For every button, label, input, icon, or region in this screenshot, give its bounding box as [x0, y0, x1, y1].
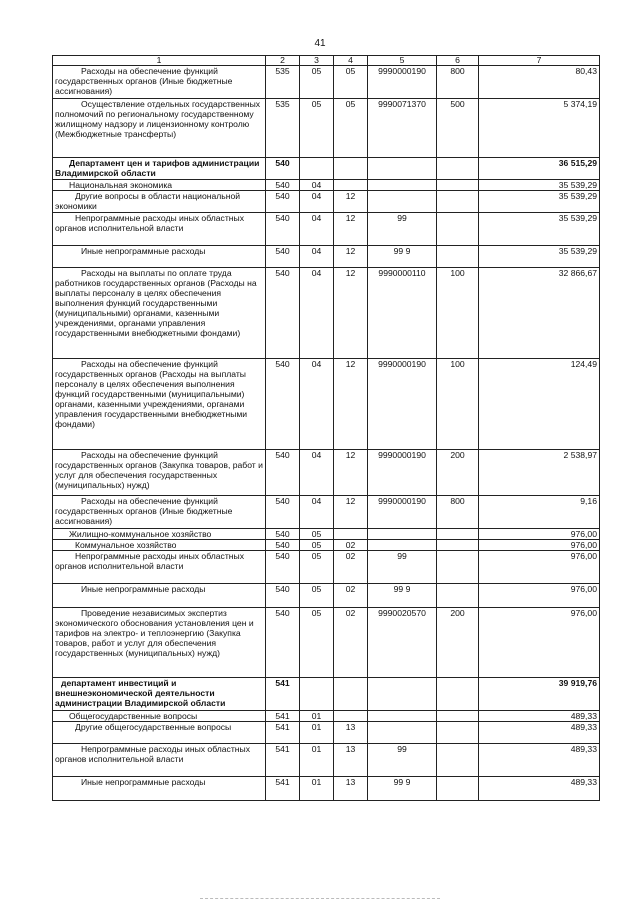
section-code-cell [300, 678, 334, 711]
target-article-cell: 9990000190 [368, 496, 437, 529]
target-article-cell [368, 540, 437, 551]
target-article-cell [368, 180, 437, 191]
table-row [53, 540, 600, 551]
table-row [53, 551, 600, 584]
table-row [53, 722, 600, 744]
target-article-cell [368, 722, 437, 744]
expense-type-cell: 200 [437, 450, 479, 496]
subsection-code-cell: 05 [334, 99, 368, 158]
amount-cell: 976,00 [479, 540, 600, 551]
expense-type-cell: 500 [437, 99, 479, 158]
section-code-cell: 05 [300, 608, 334, 678]
column-header: 2 [266, 56, 300, 66]
column-header: 1 [53, 56, 266, 66]
target-article-cell: 99 9 [368, 777, 437, 801]
table-row [53, 529, 600, 540]
target-article-cell: 9990000190 [368, 450, 437, 496]
table-row [53, 191, 600, 213]
row-description-text: Расходы на обеспечение функций государственных органов (Расходы на выплаты персоналу в целях обеспечения выполнения функций государственными (муниципальными) органами, казенными учреждениями, органами управления государственными внебюджетными фондами) [55, 359, 248, 430]
target-article-cell: 9990000110 [368, 268, 437, 359]
target-article-cell [368, 191, 437, 213]
expense-type-cell [437, 158, 479, 180]
column-header: 6 [437, 56, 479, 66]
target-article-cell: 9990071370 [368, 99, 437, 158]
header-row [53, 56, 600, 66]
subsection-code-cell: 12 [334, 268, 368, 359]
target-article-cell [368, 711, 437, 722]
admin-code-cell: 540 [266, 496, 300, 529]
section-code-cell: 04 [300, 496, 334, 529]
table-row [53, 777, 600, 801]
subsection-code-cell [334, 711, 368, 722]
row-description-text: Другие вопросы в области национальной экономики [55, 191, 241, 212]
expense-type-cell [437, 777, 479, 801]
subsection-code-cell: 12 [334, 246, 368, 268]
expense-type-cell [437, 678, 479, 711]
row-description [53, 711, 266, 722]
amount-cell: 32 866,67 [479, 268, 600, 359]
row-description [53, 99, 266, 158]
amount-cell: 976,00 [479, 608, 600, 678]
target-article-cell: 99 9 [368, 584, 437, 608]
row-description [53, 191, 266, 213]
section-code-cell: 01 [300, 722, 334, 744]
target-article-cell [368, 678, 437, 711]
row-description [53, 359, 266, 450]
expense-type-cell [437, 180, 479, 191]
amount-cell: 35 539,29 [479, 180, 600, 191]
section-code-cell: 01 [300, 711, 334, 722]
target-article-cell: 99 [368, 551, 437, 584]
admin-code-cell: 541 [266, 678, 300, 711]
expense-type-cell [437, 191, 479, 213]
row-description [53, 268, 266, 359]
row-description-text: Расходы на обеспечение функций государственных органов (Иные бюджетные ассигнования) [55, 66, 233, 97]
expense-type-cell: 100 [437, 359, 479, 450]
subsection-code-cell: 13 [334, 722, 368, 744]
section-code-cell: 04 [300, 191, 334, 213]
amount-cell: 35 539,29 [479, 246, 600, 268]
amount-cell: 124,49 [479, 359, 600, 450]
column-header: 7 [479, 56, 600, 66]
amount-cell: 489,33 [479, 722, 600, 744]
subsection-code-cell [334, 529, 368, 540]
row-description-text: Иные непрограммные расходы [81, 584, 206, 595]
row-description [53, 529, 266, 540]
table-row [53, 711, 600, 722]
subsection-code-cell: 12 [334, 213, 368, 246]
section-code-cell [300, 158, 334, 180]
target-article-cell: 99 [368, 744, 437, 777]
amount-cell: 39 919,76 [479, 678, 600, 711]
target-article-cell [368, 529, 437, 540]
admin-code-cell: 541 [266, 777, 300, 801]
admin-code-cell: 540 [266, 450, 300, 496]
table-row [53, 158, 600, 180]
row-description-text: Проведение независимых экспертиз экономического обоснования установления цен и тарифов на электро- и теплоэнергию (Закупка товаров, работ и услуг для обеспечения государственных (муниципальных) нужд) [55, 608, 254, 659]
row-description-text: Расходы на обеспечение функций государственных органов (Иные бюджетные ассигнования) [55, 496, 233, 527]
target-article-cell: 99 9 [368, 246, 437, 268]
expense-type-cell: 200 [437, 608, 479, 678]
subsection-code-cell [334, 180, 368, 191]
target-article-cell: 9990020570 [368, 608, 437, 678]
subsection-code-cell: 12 [334, 359, 368, 450]
expense-type-cell [437, 551, 479, 584]
subsection-code-cell: 02 [334, 551, 368, 584]
amount-cell: 5 374,19 [479, 99, 600, 158]
amount-cell: 9,16 [479, 496, 600, 529]
table-row [53, 496, 600, 529]
amount-cell: 80,43 [479, 66, 600, 99]
row-description [53, 744, 266, 777]
row-description [53, 213, 266, 246]
admin-code-cell: 540 [266, 191, 300, 213]
table-row [53, 246, 600, 268]
section-code-cell: 05 [300, 551, 334, 584]
row-description [53, 450, 266, 496]
expense-type-cell [437, 722, 479, 744]
amount-cell: 489,33 [479, 744, 600, 777]
subsection-code-cell: 12 [334, 450, 368, 496]
admin-code-cell: 540 [266, 359, 300, 450]
target-article-cell: 99 [368, 213, 437, 246]
amount-cell: 976,00 [479, 529, 600, 540]
column-header: 5 [368, 56, 437, 66]
section-code-cell: 05 [300, 99, 334, 158]
table-row [53, 99, 600, 158]
admin-code-cell: 540 [266, 158, 300, 180]
amount-cell: 976,00 [479, 551, 600, 584]
row-description-text: Непрограммные расходы иных областных органов исполнительной власти [55, 744, 250, 765]
amount-cell: 35 539,29 [479, 213, 600, 246]
amount-cell: 489,33 [479, 777, 600, 801]
section-code-cell: 04 [300, 246, 334, 268]
expense-type-cell [437, 246, 479, 268]
row-description [53, 722, 266, 744]
expense-type-cell: 800 [437, 66, 479, 99]
row-description-text: Общегосударственные вопросы [69, 711, 198, 722]
section-code-cell: 05 [300, 66, 334, 99]
row-description-text: департамент инвестиций и внешнеэкономической деятельности администрации Владимирской области [55, 678, 226, 709]
row-description-text: Иные непрограммные расходы [81, 246, 206, 257]
column-header: 3 [300, 56, 334, 66]
admin-code-cell: 540 [266, 584, 300, 608]
row-description-text: Осуществление отдельных государственных полномочий по региональному государственному жилищному надзору и лицензионному контролю (Межбюджетные трансферты) [55, 99, 261, 140]
expense-type-cell [437, 584, 479, 608]
admin-code-cell: 541 [266, 711, 300, 722]
target-article-cell: 9990000190 [368, 359, 437, 450]
amount-cell: 36 515,29 [479, 158, 600, 180]
target-article-cell [368, 158, 437, 180]
row-description [53, 551, 266, 584]
subsection-code-cell: 13 [334, 777, 368, 801]
row-description-text: Коммунальное хозяйство [75, 540, 177, 551]
page-number: 41 [314, 38, 326, 49]
table-row [53, 608, 600, 678]
row-description-text: Расходы на обеспечение функций государственных органов (Закупка товаров, работ и услуг для обеспечения государственных (муниципальных) нужд) [55, 450, 263, 491]
row-description-text: Расходы на выплаты по оплате труда работников государственных органов (Расходы на выплаты персоналу в целях обеспечения выполнения функций государственными (муниципальными) органами, казенными учреждениями, органами управления государственными внебюджетными фондами) [55, 268, 257, 339]
amount-cell: 976,00 [479, 584, 600, 608]
row-description [53, 584, 266, 608]
row-description-text: Другие общегосударственные вопросы [75, 722, 232, 733]
row-description [53, 678, 266, 711]
admin-code-cell: 540 [266, 213, 300, 246]
amount-cell: 489,33 [479, 711, 600, 722]
budget-table [52, 55, 600, 801]
table-row [53, 450, 600, 496]
admin-code-cell: 540 [266, 551, 300, 584]
table-row [53, 744, 600, 777]
section-code-cell: 04 [300, 268, 334, 359]
section-code-cell: 05 [300, 540, 334, 551]
row-description-text: Департамент цен и тарифов администрации Владимирской области [55, 158, 260, 179]
table-row [53, 213, 600, 246]
admin-code-cell: 541 [266, 744, 300, 777]
subsection-code-cell: 02 [334, 608, 368, 678]
table-row [53, 180, 600, 191]
admin-code-cell: 540 [266, 608, 300, 678]
admin-code-cell: 540 [266, 180, 300, 191]
section-code-cell: 04 [300, 359, 334, 450]
row-description [53, 496, 266, 529]
admin-code-cell: 540 [266, 529, 300, 540]
row-description-text: Жилищно-коммунальное хозяйство [69, 529, 212, 540]
expense-type-cell [437, 213, 479, 246]
amount-cell: 2 538,97 [479, 450, 600, 496]
table-row [53, 678, 600, 711]
table-row [53, 584, 600, 608]
table-row [53, 268, 600, 359]
expense-type-cell [437, 744, 479, 777]
section-code-cell: 01 [300, 744, 334, 777]
subsection-code-cell: 05 [334, 66, 368, 99]
admin-code-cell: 540 [266, 540, 300, 551]
expense-type-cell: 800 [437, 496, 479, 529]
row-description-text: Непрограммные расходы иных областных органов исполнительной власти [55, 551, 244, 572]
target-article-cell: 9990000190 [368, 66, 437, 99]
subsection-code-cell [334, 158, 368, 180]
subsection-code-cell [334, 678, 368, 711]
row-description [53, 540, 266, 551]
table-row [53, 359, 600, 450]
expense-type-cell [437, 540, 479, 551]
admin-code-cell: 541 [266, 722, 300, 744]
row-description-text: Иные непрограммные расходы [81, 777, 206, 788]
section-code-cell: 05 [300, 584, 334, 608]
row-description [53, 180, 266, 191]
expense-type-cell [437, 529, 479, 540]
row-description [53, 246, 266, 268]
subsection-code-cell: 02 [334, 540, 368, 551]
subsection-code-cell: 13 [334, 744, 368, 777]
row-description [53, 158, 266, 180]
section-code-cell: 04 [300, 180, 334, 191]
row-description-text: Национальная экономика [69, 180, 173, 190]
section-code-cell: 04 [300, 450, 334, 496]
row-description-text: Непрограммные расходы иных областных органов исполнительной власти [55, 213, 244, 234]
subsection-code-cell: 12 [334, 191, 368, 213]
subsection-code-cell: 02 [334, 584, 368, 608]
section-code-cell: 04 [300, 213, 334, 246]
expense-type-cell [437, 711, 479, 722]
section-code-cell: 01 [300, 777, 334, 801]
bottom-divider [200, 898, 440, 899]
amount-cell: 35 539,29 [479, 191, 600, 213]
table-row [53, 66, 600, 99]
admin-code-cell: 535 [266, 99, 300, 158]
admin-code-cell: 540 [266, 246, 300, 268]
row-description [53, 777, 266, 801]
admin-code-cell: 535 [266, 66, 300, 99]
column-header: 4 [334, 56, 368, 66]
section-code-cell: 05 [300, 529, 334, 540]
admin-code-cell: 540 [266, 268, 300, 359]
expense-type-cell: 100 [437, 268, 479, 359]
subsection-code-cell: 12 [334, 496, 368, 529]
row-description [53, 66, 266, 99]
row-description [53, 608, 266, 678]
